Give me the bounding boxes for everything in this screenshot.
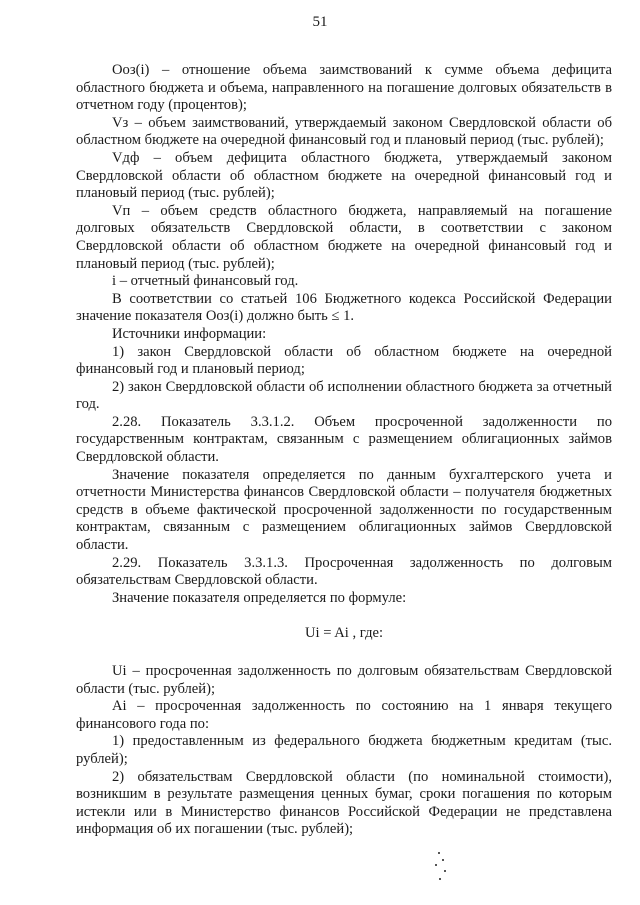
- paragraph-source-2: 2) закон Свердловской области об исполнении областного бюджета за отчетный год.: [76, 378, 612, 413]
- scan-artifact-marks: [430, 850, 460, 890]
- paragraph-source-1: 1) закон Свердловской области об областном бюджете на очередной финансовый год и плановый период;: [76, 343, 612, 378]
- paragraph-indicator-2-28-value: Значение показателя определяется по данным бухгалтерского учета и отчетности Министерства финансов Свердловской области – получателя бюджетных средств в объеме фактической просроченной задолженности по государственным контрактам, связанным с размещением облигационных займов Свердловской области.: [76, 466, 612, 554]
- formula: Ui = Ai , где:: [304, 625, 384, 642]
- paragraph-ooz-definition: Ооз(i) – отношение объема заимствований к сумме объема дефицита областного бюджета и объема, направленного на погашение долговых обязательств в отчетном году (процентов);: [76, 62, 612, 114]
- paragraph-budget-code-reference: В соответствии со статьей 106 Бюджетного кодекса Российской Федерации значение показателя Ооз(i) должно быть ≤ 1.: [76, 290, 612, 325]
- definition-ai-item-1: 1) предоставленным из федерального бюджета бюджетным кредитам (тыс. рублей);: [76, 733, 612, 767]
- definition-ai-item-2: 2) обязательствам Свердловской области (по номинальной стоимости), возникшим в результате размещения ценных бумаг, сроки погашения по которым истекли или в Министерство финансов Российской Федерации не представлена информация об их погашении (тыс. рублей);: [76, 768, 612, 838]
- paragraph-formula-intro: Значение показателя определяется по формуле:: [112, 589, 407, 606]
- definition-ui: Ui – просроченная задолженность по долговым обязательствам Свердловской области (тыс. рублей);: [76, 663, 612, 697]
- definition-ai: Ai – просроченная задолженность по состоянию на 1 января текущего финансового года по:: [76, 698, 612, 732]
- paragraph-vdf-definition: Vдф – объем дефицита областного бюджета, утверждаемый законом Свердловской области об областном бюджете на очередной финансовый год и плановый период (тыс. рублей);: [76, 149, 612, 202]
- document-body: [76, 62, 612, 839]
- paragraph-vz-definition: Vз – объем заимствований, утверждаемый законом Свердловской области об областном бюджете на очередной финансовый год и плановый период (тыс. рублей);: [76, 114, 612, 149]
- paragraph-vp-definition: Vп – объем средств областного бюджета, направляемый на погашение долговых обязательств Свердловской области, в соответствии с законом Свердловской области об областном бюджете на очередной финансовый год и плановый период (тыс. рублей);: [76, 202, 612, 272]
- paragraph-indicator-2-28: 2.28. Показатель 3.3.1.2. Объем просроченной задолженности по государственным контрактам, связанным с размещением облигационных займов Свердловской области.: [76, 413, 612, 466]
- paragraph-sources-heading: Источники информации:: [112, 325, 267, 342]
- page-number: 51: [312, 14, 328, 30]
- paragraph-indicator-2-29: 2.29. Показатель 3.3.1.3. Просроченная задолженность по долговым обязательствам Свердловской области.: [76, 554, 612, 589]
- paragraph-i-definition: i – отчетный финансовый год.: [112, 273, 299, 290]
